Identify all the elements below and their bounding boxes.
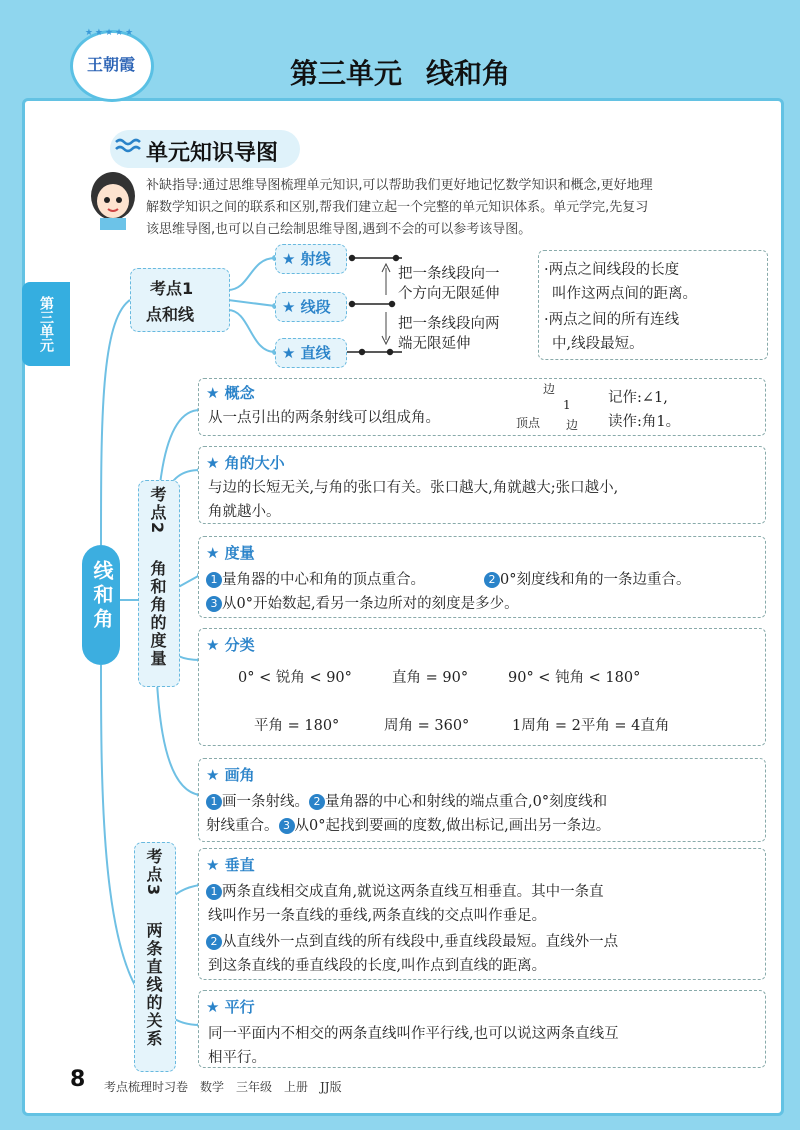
note-line-3: ·两点之间的所有连线 [544,312,680,328]
kaodian1-title: 考点1 [150,279,194,298]
perpendicular-line-1: 1 两条直线相交成直角,就说这两条直线互相垂直。其中一条直 [206,880,604,901]
size-line-1: 与边的长短无关,与角的张口有关。张口越大,角就越大;张口越小, [208,480,619,496]
straight-angle-value: 平角 = 180° [254,718,340,734]
full-angle-value: 周角 = 360° [384,718,470,734]
star-icon: ★ [282,298,301,316]
parallel-title: ★ 平行 [206,998,255,1016]
line-desc-2: 端无限延伸 [398,336,471,352]
perpendicular-line-2: 线叫作另一条直线的垂线,两条直线的交点叫作垂足。 [208,908,547,924]
number-3-icon: 3 [279,818,295,834]
page-number: 8 [70,1067,86,1092]
intro-line-3: 该思维导图,也可以自己绘制思维导图,遇到不会的可以参考该导图。 [146,222,532,237]
concept-angle-mark: 1 [563,398,571,412]
perpendicular-title: ★ 垂直 [206,856,255,874]
note-line-1: ·两点之间线段的长度 [544,262,680,278]
measure-step-3: 3 从0°开始数起,看另一条边所对的刻度是多少。 [206,592,519,613]
perpendicular-line-3: 2 从直线外一点到直线的所有线段中,垂直线段最短。直线外一点 [206,930,618,951]
draw-title: ★ 画角 [206,766,255,784]
star-icon: ★ [206,384,225,402]
intro-line-1: 补缺指导:通过思维导图梳理单元知识,可以帮助我们更好地记忆数学知识和概念,更好地理 [146,178,653,193]
kaodian1-subtitle: 点和线 [146,305,195,324]
note-line-2: 叫作这两点间的距离。 [552,286,697,302]
footer-text: 考点梳理时习卷 数学 三年级 上册 JJ版 [104,1080,342,1094]
logo-stars: ★★★★★ [84,28,136,38]
number-1-icon: 1 [206,572,222,588]
kaodian3-subtitle: 两条直线的关系 [144,922,163,1048]
number-2-icon: 2 [206,934,222,950]
star-icon: ★ [282,250,301,268]
ray-label: ★ 射线 [282,250,331,268]
star-icon: ★ [206,454,225,472]
line-desc-1: 把一条线段向两 [398,316,500,332]
parallel-line-1: 同一平面内不相交的两条直线叫作平行线,也可以说这两条直线互 [208,1026,619,1042]
concept-title: ★ 概念 [206,384,255,402]
measure-step-1: 1 量角器的中心和角的顶点重合。 [206,568,425,589]
perpendicular-line-4: 到这条直线的垂直线段的长度,叫作点到直线的距离。 [208,958,547,974]
draw-line-1: 1 画一条射线。 2 量角器的中心和射线的端点重合,0°刻度线和 [206,790,607,811]
right-angle-value: 直角 = 90° [392,670,469,686]
concept-side-top: 边 [543,382,556,396]
segment-label: ★ 线段 [282,298,331,316]
concept-text: 从一点引出的两条射线可以组成角。 [208,410,440,426]
measure-title: ★ 度量 [206,544,255,562]
star-icon: ★ [206,856,225,874]
size-title: ★ 角的大小 [206,454,285,472]
star-icon: ★ [206,766,225,784]
acute-angle-range: 0° < 锐角 < 90° [238,670,352,686]
number-3-icon: 3 [206,596,222,612]
obtuse-angle-range: 90° < 钝角 < 180° [508,670,641,686]
number-2-icon: 2 [484,572,500,588]
number-1-icon: 1 [206,794,222,810]
star-icon: ★ [282,344,301,362]
ray-desc-1: 把一条线段向一 [398,266,500,282]
angle-relation: 1周角 = 2平角 = 4直角 [512,718,670,734]
number-2-icon: 2 [309,794,325,810]
star-icon: ★ [206,636,225,654]
kaodian3-title: 考点3 [144,848,163,898]
measure-step-2: 2 0°刻度线和角的一条边重合。 [484,568,690,589]
concept-side-bottom: 边 [566,418,579,432]
concept-vertex: 顶点 [516,416,541,430]
concept-reading: 读作:角1。 [608,414,681,430]
note-line-4: 中,线段最短。 [552,336,644,352]
side-tab: 第三单元 [22,282,70,366]
unit-number: 第三单元 [290,57,403,90]
star-icon: ★ [206,998,225,1016]
classify-title: ★ 分类 [206,636,255,654]
unit-name: 线和角 [426,57,511,90]
number-1-icon: 1 [206,884,222,900]
line-label: ★ 直线 [282,344,331,362]
kaodian2-subtitle: 角和角的度量 [148,560,167,668]
kaodian2-title: 考点2 [148,486,167,536]
ray-desc-2: 个方向无限延伸 [398,286,500,302]
brand-name: 王朝霞 [86,55,135,74]
concept-notation: 记作:∠1, [608,390,668,406]
root-label: 线和角 [90,560,114,632]
parallel-line-2: 相平行。 [208,1050,266,1066]
map-heading: 单元知识导图 [146,141,279,166]
star-icon: ★ [206,544,225,562]
draw-line-2: 射线重合。 3 从0°起找到要画的度数,做出标记,画出另一条边。 [206,818,611,834]
size-line-2: 角就越小。 [208,504,281,520]
intro-line-2: 解数学知识之间的联系和区别,帮我们建立起一个完整的单元知识体系。单元学完,先复习 [146,200,649,215]
